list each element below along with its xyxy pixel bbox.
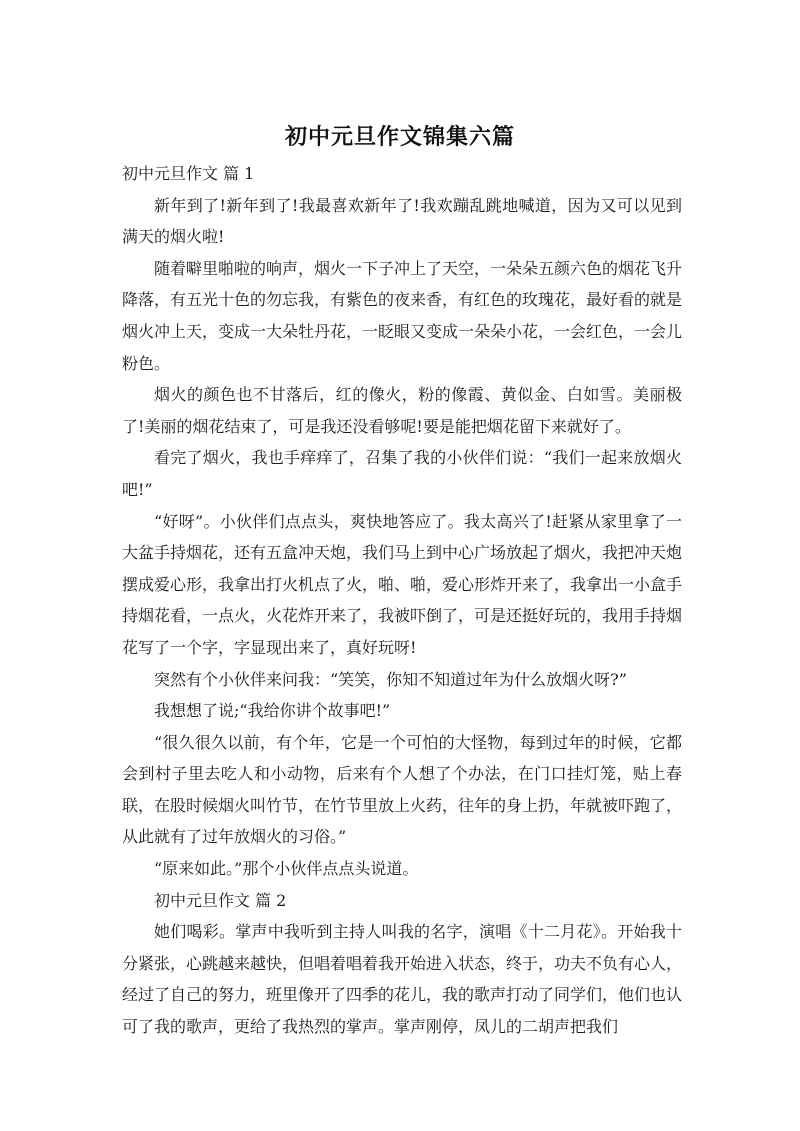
paragraph: 我想想了说;“我给你讲个故事吧!” (154, 701, 391, 721)
section-heading-1: 初中元旦作文 篇 1 (122, 164, 255, 183)
document-body (122, 158, 682, 1043)
paragraph: “好呀”。小伙伴们点点头，爽快地答应了。我太高兴了!赶紧从家里拿了一大盆手持烟花，还有五盒冲天炮，我们马上到中心广场放起了烟火，我把冲天炮摆成爱心形，我拿出打火机点了火，啪、啪，爱心形炸开来了，我拿出一小盒手持烟花看，一点火，火花炸开来了，我被吓倒了，可是还挺好玩的，我用手持烟花写了一个字，字显现出来了，真好玩呀! (122, 511, 683, 657)
document-title: 初中元旦作文锦集六篇 (284, 125, 515, 150)
paragraph: 烟火的颜色也不甘落后，红的像火，粉的像霞、黄似金、白如雪。美丽极了!美丽的烟花结束了，可是我还没看够呢!要是能把烟花留下来就好了。 (122, 385, 682, 436)
paragraph: 她们喝彩。掌声中我听到主持人叫我的名字，演唱《十二月花》。开始我十分紧张，心跳越来越快，但唱着唱着我开始进入状态，终于，功夫不负有心人，经过了自己的努力，班里像开了四季的花儿，我的歌声打动了同学们，他们也认可了我的歌声，更给了我热烈的掌声。掌声刚停，凤儿的二胡声把我们 (122, 922, 683, 1037)
paragraph: “很久很久以前，有个年，它是一个可怕的大怪物，每到过年的时候，它都会到村子里去吃人和小动物，后来有个人想了个办法，在门口挂灯笼，贴上春联，在股时候烟火叫竹节，在竹节里放上火药，往年的身上扔，年就被吓跑了，从此就有了过年放烟火的习俗。” (122, 732, 683, 847)
paragraph: 新年到了!新年到了!我最喜欢新年了!我欢蹦乱跳地喊道，因为又可以见到满天的烟火啦! (122, 195, 682, 247)
paragraph: 突然有个小伙伴来问我：“笑笑，你知不知道过年为什么放烟火呀?” (154, 669, 627, 689)
paragraph: “原来如此。”那个小伙伴点点头说道。 (154, 859, 419, 879)
paragraph: 随着噼里啪啦的响声，烟火一下子冲上了天空，一朵朵五颜六色的烟花飞升降落，有五光十色的勿忘我，有紫色的夜来香，有红色的玫瑰花，最好看的就是烟火冲上天，变成一大朵牡丹花，一眨眼又变成一朵朵小花，一会红色，一会儿粉色。 (122, 258, 683, 373)
section-heading-2: 初中元旦作文 篇 2 (154, 890, 287, 910)
paragraph: 看完了烟火，我也手痒痒了，召集了我的小伙伴们说：“我们一起来放烟火吧!” (122, 448, 682, 499)
